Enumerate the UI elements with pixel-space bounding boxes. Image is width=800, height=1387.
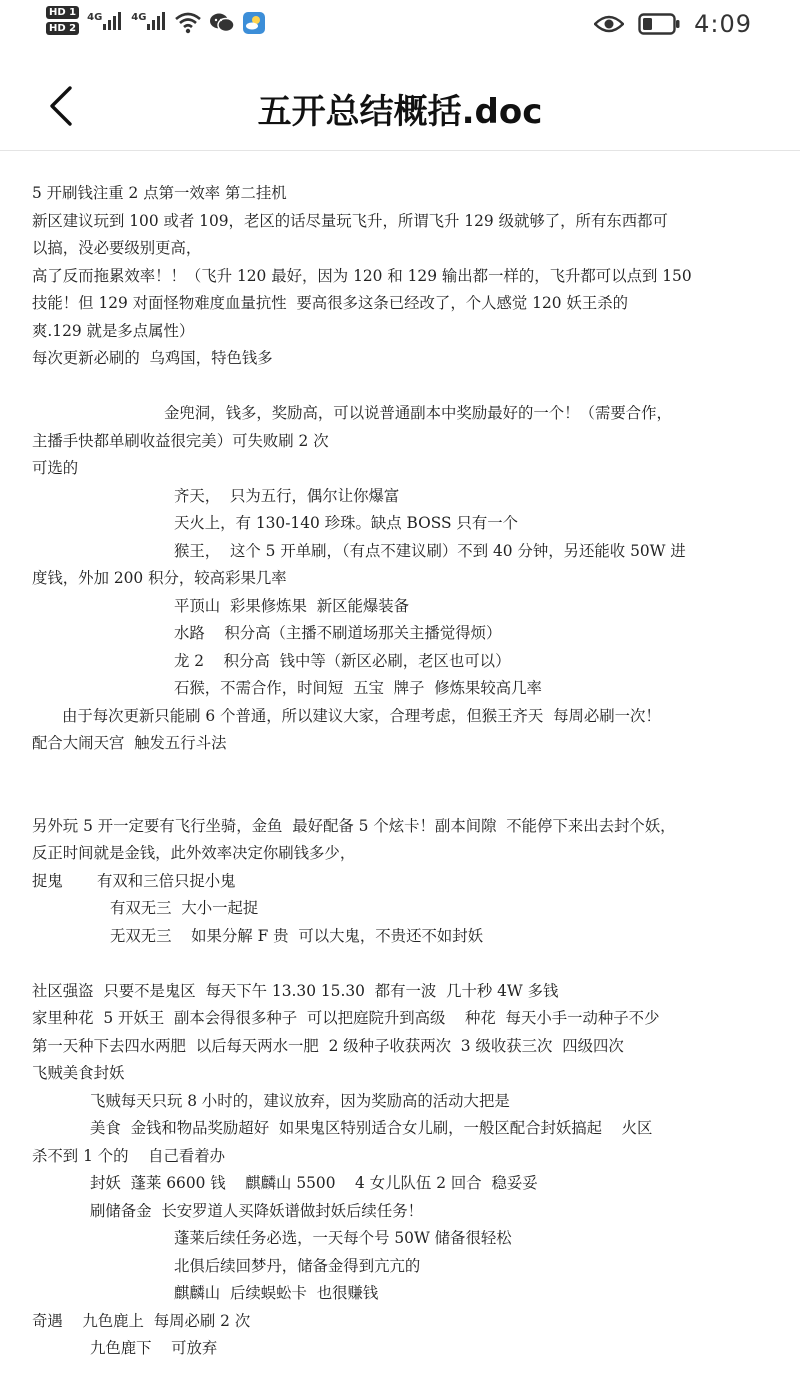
doc-line: 反正时间就是金钱，此外效率决定你刷钱多少， [32,844,356,862]
doc-line: 每次更新必刷的 乌鸡国，特色钱多 [32,349,273,367]
doc-line: 技能！但 129 对面怪物难度血量抗性 要高很多这条已经改了，个人感觉 120 妖王杀的 [32,294,628,312]
doc-line: 飞贼每天只玩 8 小时的，建议放弃，因为奖励高的活动大把是 [90,1091,510,1110]
wifi-icon [175,12,201,34]
doc-line: 家里种花 5 开妖王 副本会得很多种子 可以把庭院升到高级 种花 每天小手一动种子不少 [32,1009,660,1027]
hd1-badge: HD 1 [46,6,79,19]
doc-line: 以搞，没必要级别更高， [32,239,202,257]
doc-line: 猴王， 这个 5 开单刷，（有点不建议刷）不到 40 分钟，另还能收 50W 进 [174,541,686,560]
document-header [0,58,800,151]
blank-line [32,785,782,813]
doc-line: 高了反而拖累效率！！（飞升 120 最好，因为 120 和 129 输出都一样的，飞升都可以点到 150 [32,266,692,285]
doc-line: 无双无三 如果分解 F 贵 可以大鬼，不贵还不如封妖 [110,926,484,945]
doc-line: 蓬莱后续任务必选，一天每个号 50W 储备很轻松 [174,1229,512,1247]
doc-line: 捉鬼 有双和三倍只捉小鬼 [32,871,236,890]
status-bar [0,0,800,52]
doc-line: 配合大闹天宫 触发五行斗法 [32,734,227,752]
doc-line: 可选的 [32,459,79,477]
signal2-label: 4G [131,12,147,23]
doc-line: 金兜洞，钱多，奖励高，可以说普通副本中奖励最好的一个！（需要合作， [164,404,672,422]
weather-app-icon [243,12,265,34]
doc-line: 九色鹿下 可放弃 [90,1339,218,1357]
doc-line: 刷储备金 长安罗道人买降妖谱做封妖后续任务！ [90,1201,423,1220]
wechat-icon [209,12,235,34]
doc-line: 石猴，不需合作，时间短 五宝 牌子 修炼果较高几率 [174,679,542,697]
page-title: 五开总结概括.doc [257,92,543,132]
blank-line [32,758,782,786]
doc-line: 麒麟山 后续蜈蚣卡 也很赚钱 [174,1284,379,1302]
doc-line: 水路 积分高（主播不刷道场那关主播觉得烦） [174,624,502,642]
doc-line: 度钱，外加 200 积分，较高彩果几率 [32,569,287,587]
doc-line: 由于每次更新只能刷 6 个普通，所以建议大家，合理考虑，但猴王齐天 每周必刷一次！ [62,706,661,725]
clock: 4:09 [694,10,752,38]
doc-line: 齐天， 只为五行，偶尔让你爆富 [174,486,400,505]
document-body [32,180,782,1363]
hd-badges [46,6,79,35]
eye-comfort-icon [594,14,624,34]
signal2-icon [131,12,167,30]
blank-line [32,950,782,978]
doc-line: 有双无三 大小一起捉 [110,899,259,917]
doc-line: 飞贼美食封妖 [32,1064,125,1082]
signal1-label: 4G [87,12,103,23]
doc-line: 平顶山 彩果修炼果 新区能爆装备 [174,596,410,615]
doc-line: 奇遇 九色鹿上 每周必刷 2 次 [32,1311,251,1330]
status-right [594,10,752,38]
doc-line: 龙 2 积分高 钱中等（新区必刷，老区也可以） [174,651,511,670]
hd2-badge: HD 2 [46,22,79,35]
doc-line: 社区强盗 只要不是鬼区 每天下午 13.30 15.30 都有一波 几十秒 4W 多钱 [32,981,559,1000]
doc-line: 另外玩 5 开一定要有飞行坐骑，金鱼 最好配备 5 个炫卡！副本间隙 不能停下来出去封个妖， [32,816,676,835]
doc-line: 封妖 蓬莱 6600 钱 麒麟山 5500 4 女儿队伍 2 回合 稳妥妥 [90,1174,538,1192]
doc-line: 天火上，有 130-140 珍珠。缺点 BOSS 只有一个 [174,514,519,532]
doc-line: 第一天种下去四水两肥 以后每天两水一肥 2 级种子收获两次 3 级收获三次 四级四次 [32,1036,624,1055]
battery-icon [638,13,680,35]
doc-line: 主播手快都单刷收益很完美）可失败刷 2 次 [32,431,329,450]
doc-line: 新区建议玩到 100 或者 109，老区的话尽量玩飞升，所谓飞升 129 级就够了，所有东西都可 [32,211,668,230]
doc-line: 美食 金钱和物品奖励超好 如果鬼区特别适合女儿刷，一般区配合封妖搞起 火区 [90,1119,653,1137]
doc-line: 北俱后续回梦丹，储备金得到亢亢的 [174,1256,421,1275]
doc-line: 爽.129 就是多点属性） [32,321,195,340]
signal1-icon [87,12,123,30]
doc-line: 杀不到 1 个的 自己看着办 [32,1146,226,1165]
status-left [46,6,265,35]
blank-line [32,373,782,401]
doc-line: 5 开刷钱注重 2 点第一效率 第二挂机 [32,184,287,202]
